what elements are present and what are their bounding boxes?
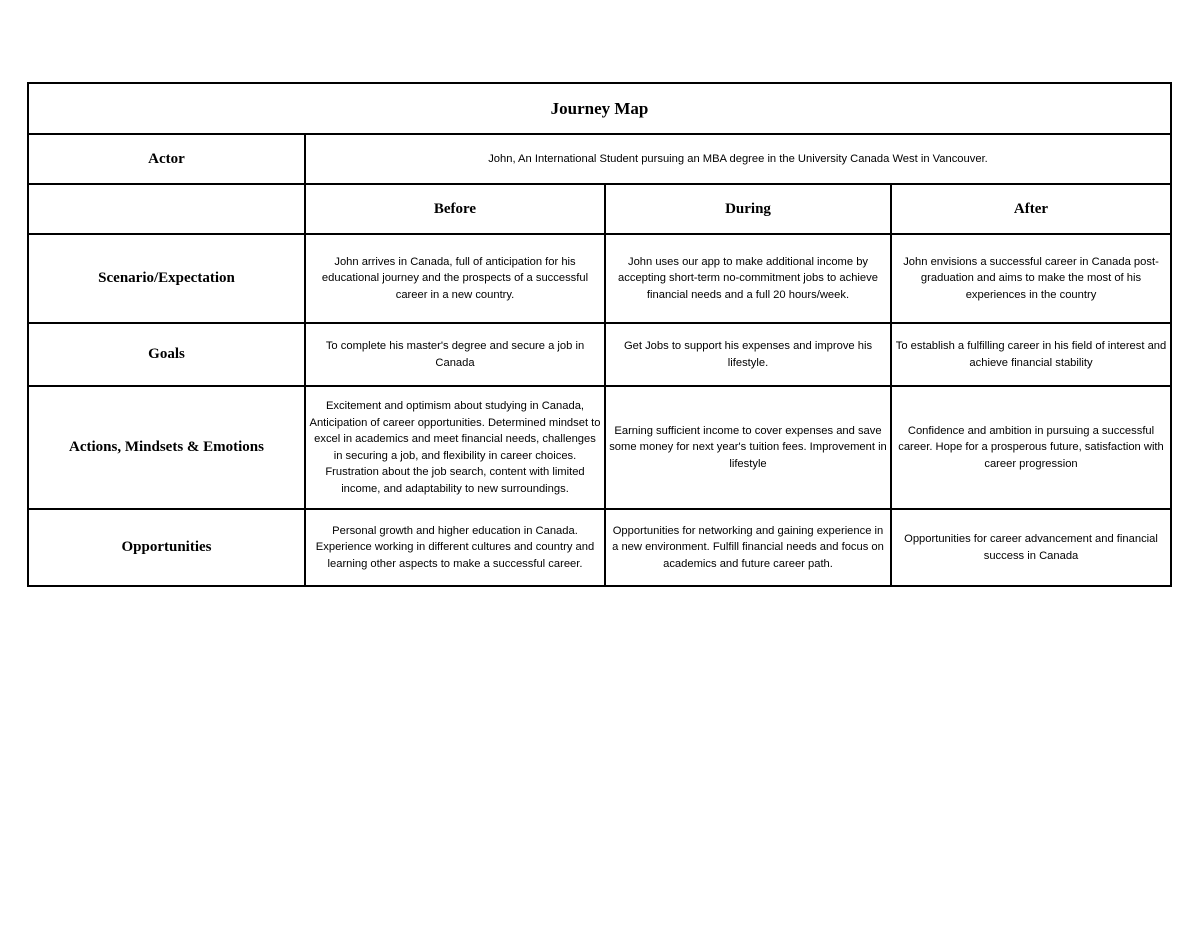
column-header-during: During [605, 184, 891, 234]
empty-header-cell [28, 184, 305, 234]
table-cell: Personal growth and higher education in Canada. Experience working in different cultures and country and learning other aspects to make a successful career. [305, 509, 605, 586]
row-label: Actions, Mindsets & Emotions [28, 386, 305, 509]
table-cell: Excitement and optimism about studying in Canada, Anticipation of career opportunities. Determined mindset to excel in academics and meet financial needs, challenges in securing a job, and flexibility in career choices. Frustration about the job search, content with limited income, and adaptability to new surroundings. [305, 386, 605, 509]
table-row [28, 234, 1171, 323]
actor-row [28, 134, 1171, 184]
column-header-after: After [891, 184, 1171, 234]
table-cell: Confidence and ambition in pursuing a successful career. Hope for a prosperous future, satisfaction with career progression [891, 386, 1171, 509]
table-cell: John arrives in Canada, full of anticipation for his educational journey and the prospects of a successful career in a new country. [305, 234, 605, 323]
table-cell: Opportunities for career advancement and financial success in Canada [891, 509, 1171, 586]
table-cell: Get Jobs to support his expenses and improve his lifestyle. [605, 323, 891, 386]
table-cell: Earning sufficient income to cover expenses and save some money for next year's tuition fees. Improvement in lifestyle [605, 386, 891, 509]
column-header-before: Before [305, 184, 605, 234]
journey-map-table [27, 82, 1172, 587]
table-cell: John uses our app to make additional income by accepting short-term no-commitment jobs to achieve financial needs and a full 20 hours/week. [605, 234, 891, 323]
table-cell: To complete his master's degree and secure a job in Canada [305, 323, 605, 386]
row-label: Opportunities [28, 509, 305, 586]
actor-value: John, An International Student pursuing an MBA degree in the University Canada West in Vancouver. [305, 134, 1171, 184]
table-cell: To establish a fulfilling career in his field of interest and achieve financial stability [891, 323, 1171, 386]
table-row [28, 386, 1171, 509]
row-label: Scenario/Expectation [28, 234, 305, 323]
table-cell: John envisions a successful career in Canada post-graduation and aims to make the most of his experiences in the country [891, 234, 1171, 323]
title-row [28, 83, 1171, 134]
table-row [28, 323, 1171, 386]
table-row [28, 509, 1171, 586]
actor-label: Actor [28, 134, 305, 184]
table-title: Journey Map [28, 83, 1171, 134]
column-header-row [28, 184, 1171, 234]
row-label: Goals [28, 323, 305, 386]
table-cell: Opportunities for networking and gaining experience in a new environment. Fulfill financial needs and focus on academics and future career path. [605, 509, 891, 586]
